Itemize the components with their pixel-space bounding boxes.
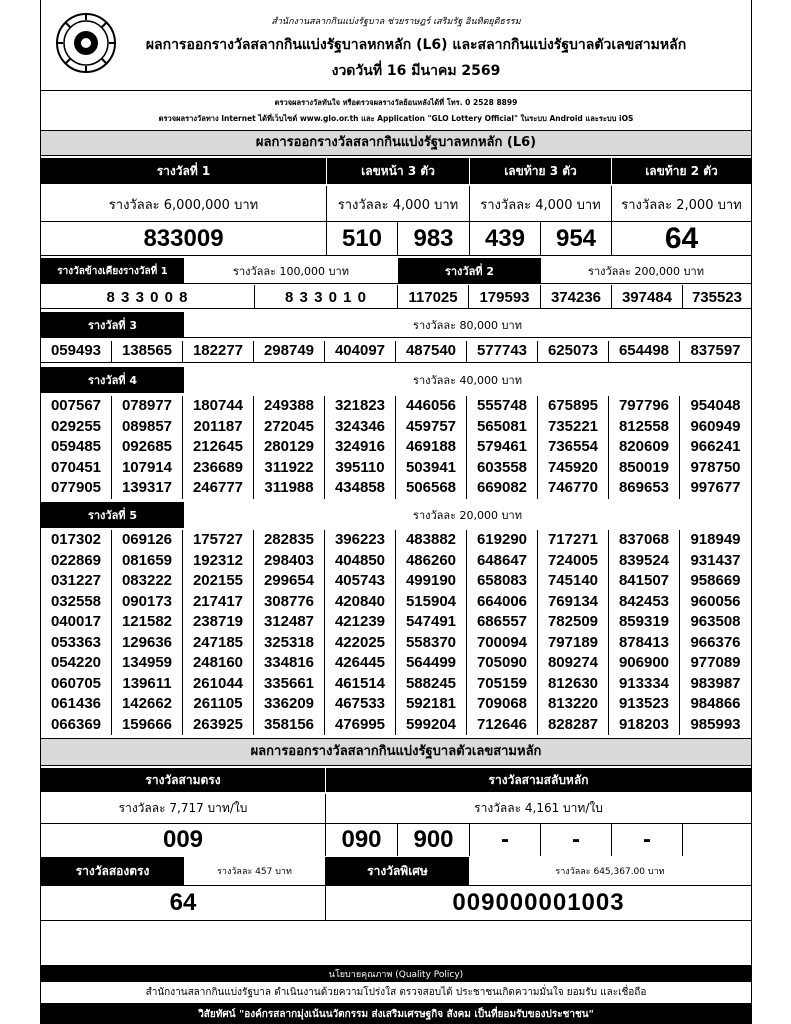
- prize-number: 324346: [325, 417, 396, 438]
- prize-number: 686557: [467, 612, 538, 633]
- prize-number: 588245: [396, 674, 467, 695]
- prize-number: 906900: [609, 653, 680, 674]
- back3-label: เลขท้าย 3 ตัว: [470, 158, 611, 184]
- prize-number: 070451: [41, 458, 112, 479]
- second-prize-number: 397484: [612, 285, 683, 309]
- straight3-label: รางวัลสามตรง: [41, 768, 325, 792]
- shuffle3-number: -: [470, 824, 541, 856]
- second-prize-number: 374236: [541, 285, 612, 309]
- prize-number: 745140: [538, 571, 609, 592]
- prize-number: 958669: [690, 572, 741, 589]
- prize-number: 599204: [396, 715, 467, 736]
- prize-number: 828287: [538, 715, 609, 736]
- prize-number: 272045: [254, 417, 325, 438]
- policy-title: นโยบายคุณภาพ (Quality Policy): [41, 965, 751, 982]
- prize-number: 121582: [112, 612, 183, 633]
- straight3-number: 009: [41, 824, 326, 856]
- prize-number: 712646: [467, 715, 538, 736]
- prize-number: 812630: [538, 674, 609, 695]
- shuffle3-number: 900: [398, 824, 470, 856]
- shuffle3-number: -: [541, 824, 612, 856]
- prize-number: 483882: [396, 530, 467, 551]
- prize-number: 201187: [183, 417, 254, 438]
- fourth-prize-label: รางวัลที่ 4: [41, 367, 184, 393]
- prize-number: 963508: [690, 613, 741, 630]
- prize-number: 321823: [325, 396, 396, 417]
- prize-number: 324916: [325, 437, 396, 458]
- prize-number: 059493: [41, 341, 112, 362]
- prize-number: 461514: [325, 674, 396, 695]
- prize-number: 459757: [396, 417, 467, 438]
- prize-number: 007567: [41, 396, 112, 417]
- prize-number: 358156: [254, 715, 325, 736]
- prize-number: 966376: [690, 633, 741, 651]
- prize-number: 298749: [254, 341, 325, 362]
- special-prize-label: รางวัลพิเศษ: [326, 857, 469, 885]
- vision-text: วิสัยทัศน์ "องค์กรสลากมุ่งเน้นนวัตกรรม ส่งเสริมเศรษฐกิจ สังคม เป็นที่ยอมรับของประชาชน": [41, 1004, 751, 1024]
- prize-number: 820609: [609, 437, 680, 458]
- prize-number: 797796: [609, 396, 680, 417]
- prize-number: 837597: [690, 342, 741, 359]
- prize-number: 918203: [609, 715, 680, 736]
- prize-number: 675895: [538, 396, 609, 417]
- prize-number: 308776: [254, 592, 325, 613]
- prize-number: 404097: [325, 341, 396, 362]
- prize-number: 812558: [609, 417, 680, 438]
- prize-number: 077905: [41, 478, 112, 499]
- prize-number: 031227: [41, 571, 112, 592]
- prize-number: 564499: [396, 653, 467, 674]
- prize-number: 134959: [112, 653, 183, 674]
- prize-number: 978750: [690, 458, 741, 476]
- back3-number: 954: [541, 222, 612, 256]
- prize-number: 129636: [112, 633, 183, 654]
- prize-number: 139317: [112, 478, 183, 499]
- prize-number: 837068: [609, 530, 680, 551]
- prize-number: 090173: [112, 592, 183, 613]
- prize-number: 654498: [609, 341, 680, 362]
- fifth-prize-grid: [41, 530, 751, 735]
- prize-number: 249388: [254, 396, 325, 417]
- prize-number: 859319: [609, 612, 680, 633]
- prize-number: 282835: [254, 530, 325, 551]
- back2-number: 64: [664, 222, 699, 255]
- lottery-result-sheet: [40, 0, 752, 1024]
- front3-amount: รางวัลละ 4,000 บาท: [327, 186, 470, 222]
- prize-number: 420840: [325, 592, 396, 613]
- prize-number: 736554: [538, 437, 609, 458]
- prize-number: 138565: [112, 341, 183, 362]
- second-prize-number: 117025: [398, 285, 469, 309]
- prize-number: 487540: [396, 341, 467, 362]
- third-prize-label: รางวัลที่ 3: [41, 312, 184, 338]
- check-phone-line: ตรวจผลรางวัลทันใจ หรือตรวจผลรางวัลย้อนหลังได้ที่ โทร. 0 2528 8899: [274, 98, 518, 107]
- prize-number: 913334: [609, 674, 680, 695]
- prize-number: 547491: [396, 612, 467, 633]
- second-prize-amount: รางวัลละ 200,000 บาท: [541, 258, 751, 284]
- prize-number: 619290: [467, 530, 538, 551]
- shuffle3-number: -: [612, 824, 683, 856]
- prize-number: 182277: [183, 341, 254, 362]
- shuffle3-number: 090: [326, 824, 398, 856]
- first-prize-label: รางวัลที่ 1: [41, 158, 326, 184]
- fourth-prize-grid: [41, 396, 751, 499]
- second-prize-number: 179593: [469, 285, 541, 309]
- prize-number: 985993: [690, 715, 741, 733]
- page-title: ผลการออกรางวัลสลากกินแบ่งรัฐบาลหกหลัก (L6) และสลากกินแบ่งรัฐบาลตัวเลขสามหลัก: [145, 37, 687, 53]
- prize-number: 797189: [538, 633, 609, 654]
- back2-amount: รางวัลละ 2,000 บาท: [621, 197, 742, 213]
- prize-number: 769134: [538, 592, 609, 613]
- special-prize-number: 009000001003: [326, 885, 751, 921]
- prize-number: 404850: [325, 551, 396, 572]
- prize-number: 311922: [254, 458, 325, 479]
- prize-number: 724005: [538, 551, 609, 572]
- prize-number: 434858: [325, 478, 396, 499]
- prize-number: 579461: [467, 437, 538, 458]
- prize-number: 577743: [467, 341, 538, 362]
- prize-number: 312487: [254, 612, 325, 633]
- prize-number: 426445: [325, 653, 396, 674]
- prize-number: 054220: [41, 653, 112, 674]
- prize-number: 506568: [396, 478, 467, 499]
- prize-number: 395110: [325, 458, 396, 479]
- prize-number: 745920: [538, 458, 609, 479]
- sheet-header: [41, 0, 751, 92]
- prize-number: 236689: [183, 458, 254, 479]
- prize-number: 263925: [183, 715, 254, 736]
- prize-number: 476995: [325, 715, 396, 736]
- prize-number: 081659: [112, 551, 183, 572]
- back2-label: เลขท้าย 2 ตัว: [612, 158, 751, 184]
- prize-number: 603558: [467, 458, 538, 479]
- fourth-prize-amount: รางวัลละ 40,000 บาท: [413, 374, 522, 387]
- prize-number: 878413: [609, 633, 680, 654]
- prize-number: 336209: [254, 694, 325, 715]
- prize-number: 335661: [254, 674, 325, 695]
- prize-number: 446056: [396, 396, 467, 417]
- prize-number: 238719: [183, 612, 254, 633]
- near-first-amount: รางวัลละ 100,000 บาท: [184, 258, 398, 284]
- prize-number: 841507: [609, 571, 680, 592]
- n3-section-title: ผลการออกรางวัลสลากกินแบ่งรัฐบาลตัวเลขสามหลัก: [41, 738, 751, 766]
- prize-number: 592181: [396, 694, 467, 715]
- prize-number: 850019: [609, 458, 680, 479]
- front3-number: 983: [398, 222, 470, 256]
- special-prize-amount: รางวัลละ 645,367.00 บาท: [555, 867, 665, 877]
- shuffle3-amount: รางวัลละ 4,161 บาท/ใบ: [326, 794, 751, 824]
- prize-number: 059485: [41, 437, 112, 458]
- prize-number: 648647: [467, 551, 538, 572]
- prize-number: 467533: [325, 694, 396, 715]
- prize-number: 565081: [467, 417, 538, 438]
- prize-number: 746770: [538, 478, 609, 499]
- prize-number: 469188: [396, 437, 467, 458]
- prize-number: 913523: [609, 694, 680, 715]
- prize-number: 083222: [112, 571, 183, 592]
- prize-number: 311988: [254, 478, 325, 499]
- prize-number: 298403: [254, 551, 325, 572]
- prize-number: 248160: [183, 653, 254, 674]
- prize-number: 977089: [690, 654, 741, 671]
- prize-number: 066369: [41, 715, 112, 736]
- prize-number: 261044: [183, 674, 254, 695]
- prize-number: 246777: [183, 478, 254, 499]
- prize-number: 060705: [41, 674, 112, 695]
- prize-number: 842453: [609, 592, 680, 613]
- prize-number: 022869: [41, 551, 112, 572]
- prize-number: 809274: [538, 653, 609, 674]
- shuffle3-label: รางวัลสามสลับหลัก: [326, 768, 751, 792]
- second-prize-label: รางวัลที่ 2: [398, 258, 541, 284]
- prize-number: 983987: [690, 674, 741, 692]
- prize-number: 334816: [254, 653, 325, 674]
- check-internet-line: ตรวจผลรางวัลทาง Internet ได้ที่เว็บไซต์ www.glo.or.th และ Application "GLO Lottery Official" ในระบบ Android และระบบ iOS: [158, 114, 634, 123]
- prize-number: 931437: [690, 551, 741, 569]
- prize-number: 107914: [112, 458, 183, 479]
- second-prize-number: 735523: [691, 288, 743, 306]
- prize-number: 422025: [325, 633, 396, 654]
- prize-number: 717271: [538, 530, 609, 551]
- prize-number: 092685: [112, 437, 183, 458]
- l6-section-title: ผลการออกรางวัลสลากกินแบ่งรัฐบาลหกหลัก (L6): [41, 130, 751, 156]
- prize-number: 918949: [690, 531, 741, 548]
- prize-number: 017302: [41, 530, 112, 551]
- fifth-prize-amount: รางวัลละ 20,000 บาท: [413, 509, 522, 522]
- back3-amount: รางวัลละ 4,000 บาท: [470, 186, 612, 222]
- prize-number: 515904: [396, 592, 467, 613]
- prize-number: 029255: [41, 417, 112, 438]
- prize-number: 555748: [467, 396, 538, 417]
- prize-number: 705090: [467, 653, 538, 674]
- prize-number: 175727: [183, 530, 254, 551]
- front3-label: เลขหน้า 3 ตัว: [327, 158, 469, 184]
- prize-number: 960056: [690, 592, 741, 610]
- prize-number: 247185: [183, 633, 254, 654]
- prize-number: 700094: [467, 633, 538, 654]
- straight3-amount: รางวัลละ 7,717 บาท/ใบ: [41, 794, 326, 824]
- straight2-label: รางวัลสองตรง: [41, 857, 184, 885]
- prize-number: 813220: [538, 694, 609, 715]
- prize-number: 782509: [538, 612, 609, 633]
- prize-number: 053363: [41, 633, 112, 654]
- prize-number: 954048: [690, 397, 741, 414]
- prize-number: 839524: [609, 551, 680, 572]
- prize-number: 984866: [690, 695, 741, 712]
- third-prize-amount: รางวัลละ 80,000 บาท: [184, 312, 751, 338]
- prize-number: 405743: [325, 571, 396, 592]
- prize-number: 664006: [467, 592, 538, 613]
- prize-number: 061436: [41, 694, 112, 715]
- prize-number: 280129: [254, 437, 325, 458]
- near-first-label: รางวัลข้างเคียงรางวัลที่ 1: [41, 258, 184, 284]
- straight2-amount: รางวัลละ 457 บาท: [184, 857, 326, 885]
- prize-number: 503941: [396, 458, 467, 479]
- prize-number: 625073: [538, 341, 609, 362]
- prize-number: 486260: [396, 551, 467, 572]
- prize-number: 089857: [112, 417, 183, 438]
- prize-number: 069126: [112, 530, 183, 551]
- prize-number: 735221: [538, 417, 609, 438]
- front3-number: 510: [327, 222, 398, 256]
- near-first-number: 8 3 3 0 0 8: [41, 285, 255, 309]
- prize-number: 997677: [690, 479, 741, 496]
- straight2-number: 64: [41, 885, 326, 921]
- prize-number: 032558: [41, 592, 112, 613]
- third-prize-grid: [41, 341, 751, 363]
- near-first-number: 8 3 3 0 1 0: [255, 285, 398, 309]
- prize-number: 960949: [690, 417, 741, 435]
- prize-number: 396223: [325, 530, 396, 551]
- prize-number: 869653: [609, 478, 680, 499]
- prize-number: 180744: [183, 396, 254, 417]
- prize-number: 325318: [254, 633, 325, 654]
- policy-text: สำนักงานสลากกินแบ่งรัฐบาล ดำเนินงานด้วยความโปร่งใส ตรวจสอบได้ ประชาชนเกิดความมั่นใจ ยอมรับ และเชื่อถือ: [41, 982, 751, 1004]
- prize-number: 299654: [254, 571, 325, 592]
- prize-number: 139611: [112, 674, 183, 695]
- prize-number: 261105: [183, 694, 254, 715]
- prize-number: 709068: [467, 694, 538, 715]
- prize-number: 966241: [690, 438, 741, 455]
- check-info: [41, 90, 751, 129]
- prize-number: 421239: [325, 612, 396, 633]
- first-prize-number: 833009: [41, 222, 327, 256]
- prize-number: 499190: [396, 571, 467, 592]
- fifth-prize-label: รางวัลที่ 5: [41, 502, 184, 528]
- back3-number: 439: [470, 222, 541, 256]
- prize-number: 212645: [183, 437, 254, 458]
- prize-number: 159666: [112, 715, 183, 736]
- prize-number: 217417: [183, 592, 254, 613]
- prize-number: 142662: [112, 694, 183, 715]
- prize-number: 558370: [396, 633, 467, 654]
- first-prize-amount: รางวัลละ 6,000,000 บาท: [41, 186, 327, 222]
- prize-number: 040017: [41, 612, 112, 633]
- prize-number: 202155: [183, 571, 254, 592]
- prize-number: 705159: [467, 674, 538, 695]
- draw-date: งวดวันที่ 16 มีนาคม 2569: [331, 63, 501, 79]
- prize-number: 192312: [183, 551, 254, 572]
- prize-number: 669082: [467, 478, 538, 499]
- office-line: สำนักงานสลากกินแบ่งรัฐบาล ช่วยราษฎร์ เสริมรัฐ อินทิตยุติธรรม: [271, 17, 521, 27]
- prize-number: 078977: [112, 396, 183, 417]
- prize-number: 658083: [467, 571, 538, 592]
